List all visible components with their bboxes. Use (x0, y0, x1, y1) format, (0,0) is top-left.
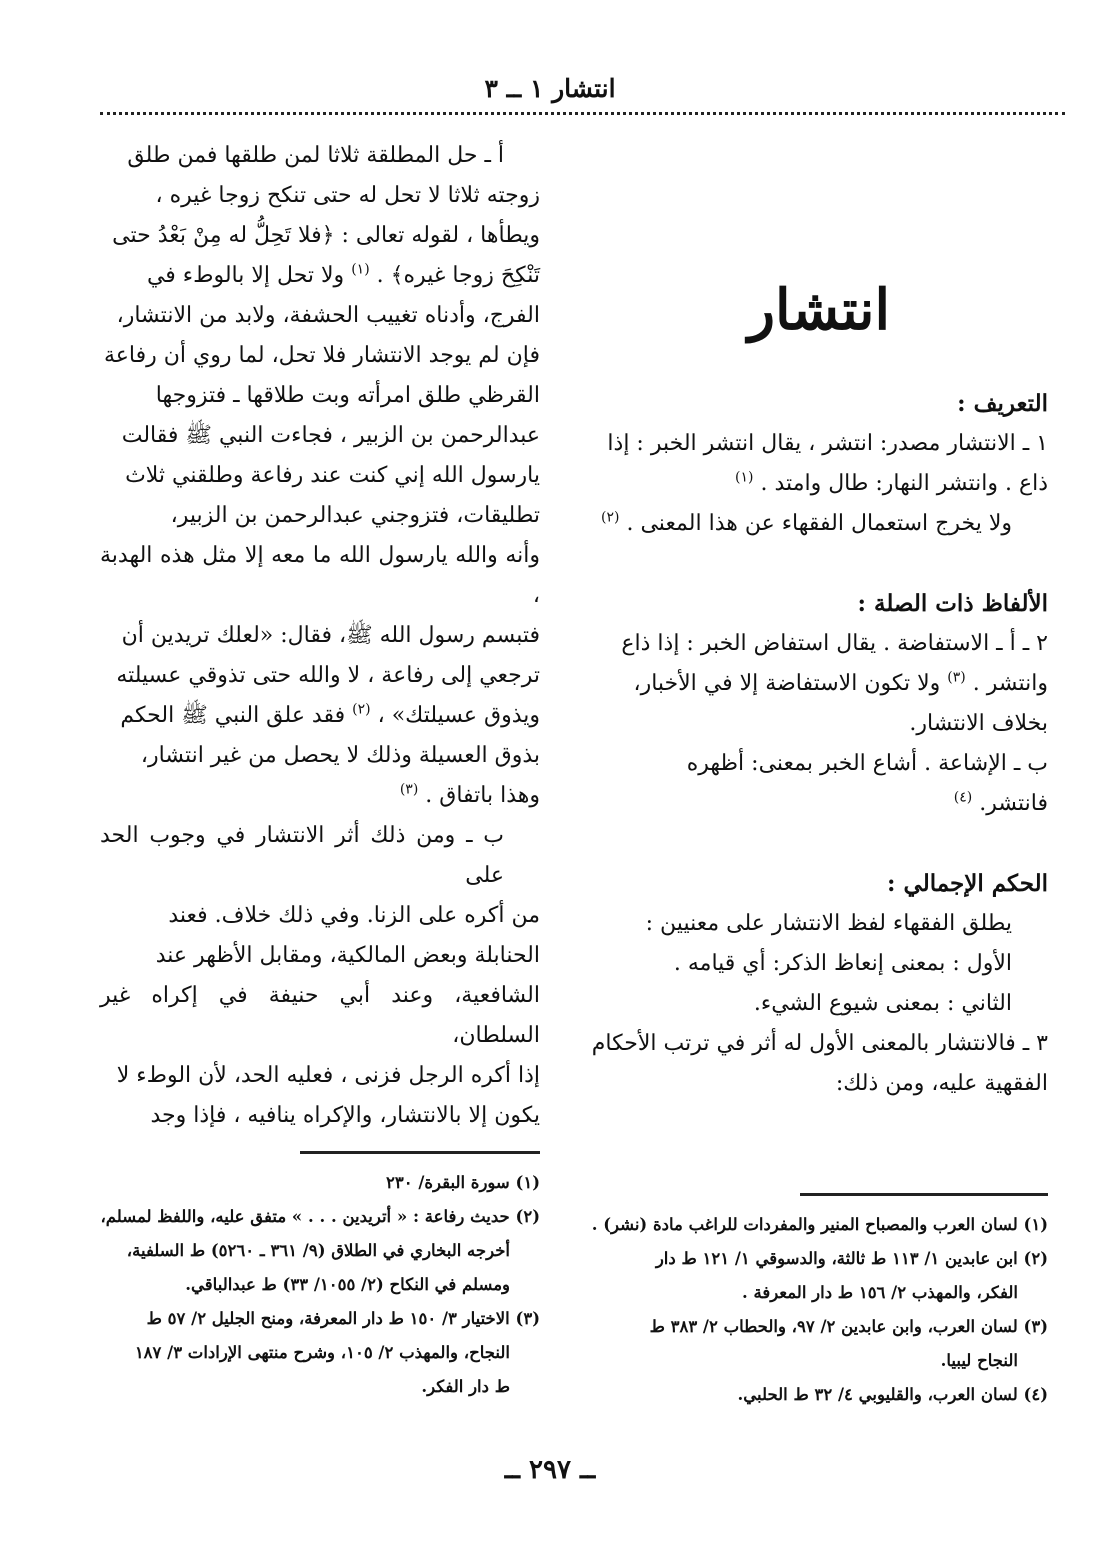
text-line: بذوق العسيلة وذلك لا يحصل من غير انتشار، (140, 743, 540, 768)
definition-heading: التعريف : (957, 390, 1048, 417)
text-line: ويذوق عسيلتك» ، $^{(٢)}$ فقد علق النبي ﷺ الحكم (120, 701, 540, 728)
text-line: ب ـ الإشاعة . أشاع الخبر بمعنى: أظهره (686, 751, 1048, 776)
footnote-ref[interactable]: (١) (735, 469, 754, 486)
text-line: وهذا باتفاق . $^{(٣)}$ (399, 781, 540, 808)
text-line: فإن لم يوجد الانتشار فلا تحل، لما روي أن رفاعة (103, 343, 540, 368)
text-line: القرظي طلق امرأته وبت طلاقها ـ فتزوجها (155, 383, 540, 408)
footnote-ref[interactable]: (٢) (601, 509, 620, 526)
general-ruling-heading: الحكم الإجمالي : (887, 870, 1048, 897)
running-head: انتشار ١ ــ ٣ (484, 74, 616, 103)
text-line: من أكره على الزنا. وفي ذلك خلاف. فعند (168, 903, 540, 928)
footnote: (٣) لسان العرب، وابن عابدين ٢/ ٩٧، والحطاب ٢/ ٣٨٣ ط (649, 1317, 1048, 1336)
text-line: فتبسم رسول الله ﷺ، فقال: «لعلك تريدين أن (121, 623, 540, 648)
left-column (100, 136, 540, 1136)
footnote: (٤) لسان العرب، والقليوبي ٤/ ٣٢ ط الحلبي. (737, 1385, 1048, 1404)
footnote-ref[interactable]: (٤) (953, 789, 973, 806)
text-line: أ ـ حل المطلقة ثلاثا لمن طلقها فمن طلق (127, 143, 504, 168)
related-terms-heading: الألفاظ ذات الصلة : (857, 590, 1048, 617)
text-line: زوجته ثلاثا لا تحل له حتى تنكح زوجا غيره ، (155, 183, 540, 208)
footnote-rule-left (300, 1151, 540, 1154)
text-line: ولا يخرج استعمال الفقهاء عن هذا المعنى . $^{(٢)}$ (601, 509, 1012, 536)
text-line: الأول : بمعنى إنعاظ الذكر: أي قيامه . (673, 951, 1012, 976)
text-line: يطلق الفقهاء لفظ الانتشار على معنيين : (645, 911, 1012, 936)
footnote: ومسلم في النكاح (٢/ ١٠٥٥/ ٣٣) ط عبدالباقي. (185, 1275, 510, 1294)
footnote-ref[interactable]: (١) (351, 261, 370, 278)
text-line: تَنْكِحَ زوجا غيره﴾ . $^{(١)}$ ولا تحل إلا بالوطء في (146, 261, 540, 288)
text-line: ذاع . وانتشر النهار: طال وامتد . $^{(١)}$ (735, 469, 1048, 496)
footnote: الفكر، والمهذب ٢/ ١٥٦ ط دار المعرفة . (741, 1283, 1018, 1302)
text-line: ٣ ـ فالانتشار بالمعنى الأول له أثر في ترتب الأحكام (591, 1031, 1048, 1056)
text-line: يارسول الله إني كنت عند رفاعة وطلقني ثلاث (125, 463, 540, 488)
footnote-ref[interactable]: (٣) (399, 781, 419, 798)
text-line: فانتشر. $^{(٤)}$ (953, 789, 1048, 816)
text-line: ب ـ ومن ذلك أثر الانتشار في وجوب الحد على (100, 823, 504, 888)
header-rule (100, 112, 1065, 115)
text-line: الثاني : بمعنى شيوع الشيء. (753, 991, 1012, 1016)
footnote-rule-right (800, 1193, 1048, 1196)
footnote: (٢) حديث رفاعة : « أتريدين . . . » متفق عليه، واللفظ لمسلم، (100, 1207, 540, 1226)
text-line: بخلاف الانتشار. (909, 711, 1048, 736)
footnote: (١) لسان العرب والمصباح المنير والمفردات للراغب مادة (نشر) . (591, 1215, 1048, 1234)
text-line: ترجعي إلى رفاعة ، لا والله حتى تذوقي عسيلته (116, 663, 540, 688)
text-line: وأنه والله يارسول الله ما معه إلا مثل هذه الهدبة ، (100, 543, 540, 608)
text-line: الحنابلة وبعض المالكية، ومقابل الأظهر عند (155, 943, 540, 968)
footnote: (٣) الاختيار ٣/ ١٥٠ ط دار المعرفة، ومنح الجليل ٢/ ٥٧ ط (146, 1309, 540, 1328)
footnote: النجاح ليبيا. (940, 1351, 1018, 1370)
footnote: النجاح، والمهذب ٢/ ١٠٥، وشرح منتهى الإرادات ٣/ ١٨٧ (134, 1343, 510, 1362)
footnote-ref[interactable]: (٢) (352, 701, 371, 718)
footnote-ref[interactable]: (٣) (947, 669, 966, 686)
footnotes-right (580, 1208, 1048, 1412)
page-number: ــ ٢٩٧ ــ (504, 1455, 596, 1485)
footnote: ط دار الفكر. (421, 1377, 510, 1396)
text-line: وانتشر . $^{(٣)}$ ولا تكون الاستفاضة إلا في الأخبار، (633, 669, 1048, 696)
entry-title: انتشار (747, 277, 891, 343)
text-line: الفرج، وأدناه تغييب الحشفة، ولابد من الانتشار، (116, 303, 540, 328)
text-line: ١ ـ الانتشار مصدر: انتشر ، يقال انتشر الخبر : إذا (607, 431, 1048, 456)
footnote: أخرجه البخاري في الطلاق (٩/ ٣٦١ ـ ٥٢٦٠) ط السلفية، (126, 1241, 510, 1260)
text-line: الفقهية عليه، ومن ذلك: (835, 1071, 1048, 1096)
footnotes-left (80, 1166, 540, 1404)
text-line: يكون إلا بالانتشار، والإكراه ينافيه ، فإذا وجد (150, 1103, 540, 1128)
footnote: (٢) ابن عابدين ١/ ١١٣ ط ثالثة، والدسوقي ١/ ١٢١ ط دار (655, 1249, 1048, 1268)
text-line: الشافعية، وعند أبي حنيفة في إكراه غير السلطان، (100, 983, 540, 1048)
text-line: تطليقات، فتزوجني عبدالرحمن بن الزبير، (170, 503, 540, 528)
right-column (590, 384, 1048, 1104)
text-line: عبدالرحمن بن الزبير ، فجاءت النبي ﷺ فقالت (121, 423, 540, 448)
footnote: (١) سورة البقرة/ ٢٣٠ (386, 1173, 540, 1192)
text-line: ٢ ـ أ ـ الاستفاضة . يقال استفاض الخبر : إذا ذاع (621, 631, 1048, 656)
text-line: إذا أكره الرجل فزنى ، فعليه الحد، لأن الوطء لا (116, 1063, 540, 1088)
text-line: ويطأها ، لقوله تعالى : ﴿فلا تَحِلُّ له مِنْ بَعْدُ حتى (112, 223, 540, 248)
